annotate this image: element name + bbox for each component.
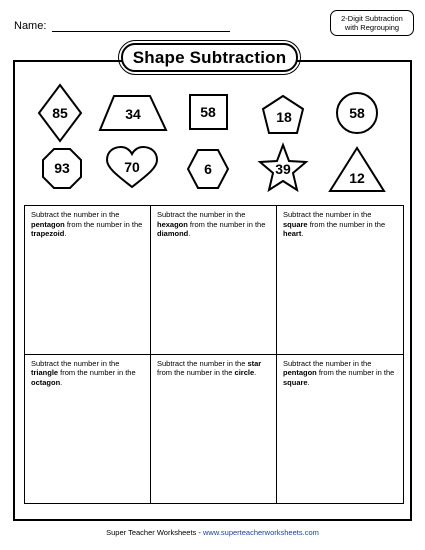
problem-text: . [188, 229, 191, 239]
trapezoid-number: 34 [125, 106, 141, 122]
problem-shape-second: heart [283, 229, 302, 239]
footer-url-link[interactable]: www.superteacherworksheets.com [202, 528, 319, 537]
problem-cell-4[interactable] [25, 355, 151, 504]
footer-separator: - [196, 528, 203, 537]
problem-text: Subtract the number in the [157, 210, 246, 219]
problem-shape-first: square [283, 219, 308, 229]
footer-brand: Super Teacher Worksheets [106, 528, 197, 537]
problem-text: Subtract the number in the [283, 358, 372, 368]
octagon-number: 93 [54, 160, 70, 176]
problem-shape-second: circle [234, 368, 255, 378]
worksheet-title: Shape Subtraction [121, 43, 298, 72]
heart-number: 70 [124, 159, 140, 175]
problem-text: Subtract the number in the [283, 210, 372, 219]
problem-text: . [307, 377, 310, 387]
triangle-number: 12 [349, 170, 365, 186]
topic-badge [330, 10, 414, 36]
badge-line-2: with Regrouping [344, 23, 400, 32]
problem-shape-second: square [283, 377, 308, 387]
problem-shape-first: triangle [31, 368, 59, 378]
problem-text: . [60, 377, 63, 387]
circle-number: 58 [349, 105, 365, 121]
footer [0, 528, 425, 537]
problem-shape-first: star [247, 358, 262, 368]
problem-text: from the number in the [316, 368, 395, 378]
problem-text: . [64, 229, 67, 239]
problem-text: Subtract the number in the [31, 358, 120, 368]
problem-shape-first: pentagon [31, 219, 65, 229]
square-number: 58 [200, 104, 216, 120]
problem-text: . [301, 229, 304, 239]
problem-shape-second: octagon [31, 377, 61, 387]
problem-text: . [254, 368, 257, 378]
problem-text: Subtract the number in the [31, 210, 120, 219]
problem-cell-3[interactable] [277, 206, 403, 355]
hexagon-number: 6 [204, 161, 212, 177]
problem-text: from the number in the [307, 219, 386, 229]
pentagon-number: 18 [276, 109, 292, 125]
name-label: Name: [14, 20, 47, 32]
problem-shape-first: hexagon [157, 219, 188, 229]
problem-cell-5[interactable] [151, 355, 277, 504]
badge-line-1: 2-Digit Subtraction [341, 14, 403, 23]
problem-shape-first: pentagon [283, 368, 317, 378]
problem-text: from the number in the [58, 368, 136, 378]
diamond-number: 85 [52, 105, 68, 121]
problem-shape-second: trapezoid [31, 229, 65, 239]
problem-text: from the number in the [157, 368, 235, 378]
problem-grid [24, 205, 404, 504]
problem-text: from the number in the [64, 219, 143, 229]
problem-shape-second: diamond [157, 229, 189, 239]
star-number: 39 [275, 161, 291, 177]
problem-text: from the number in the [187, 219, 266, 229]
problem-cell-1[interactable] [25, 206, 151, 355]
problem-cell-6[interactable] [277, 355, 403, 504]
name-line[interactable] [52, 31, 230, 32]
problem-cell-2[interactable] [151, 206, 277, 355]
problem-text: Subtract the number in the [157, 358, 248, 368]
